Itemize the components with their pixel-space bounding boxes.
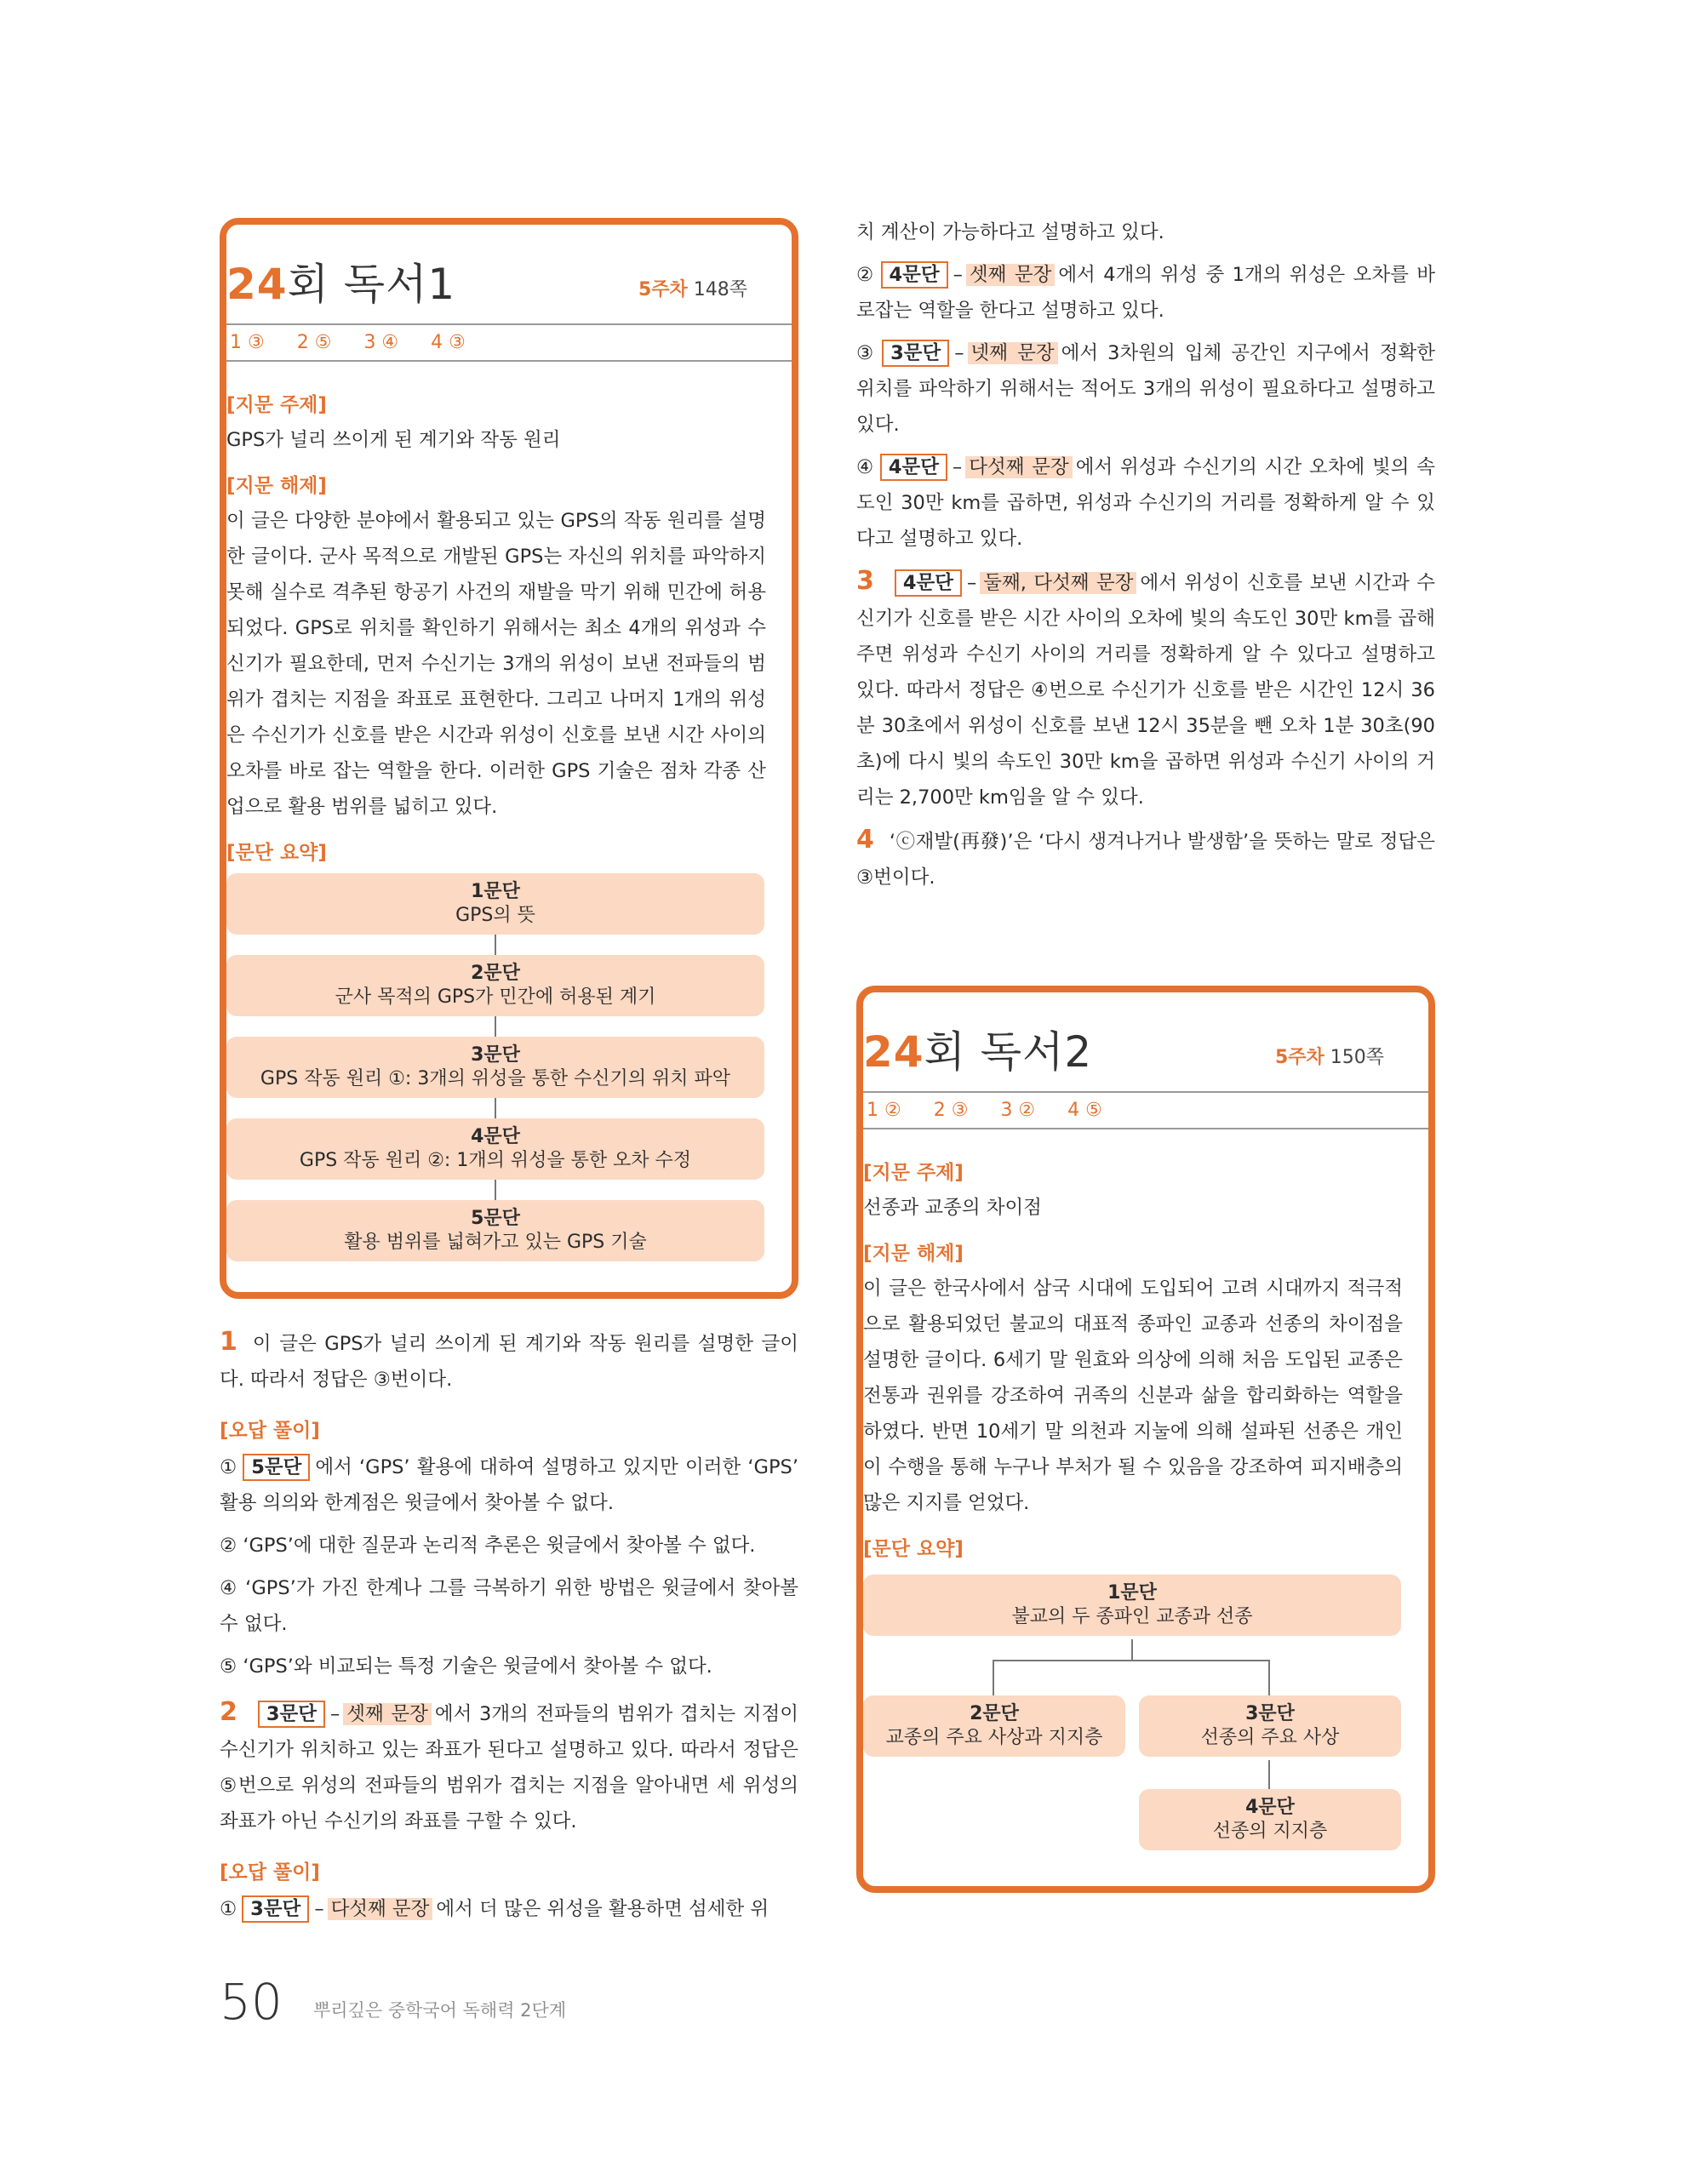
answer: 4 ⑤ [1067,1100,1102,1121]
answer: 1 ③ [230,332,265,353]
sentence-highlight: 셋째 문장 [343,1703,432,1725]
book-title: 뿌리깊은 중학국어 독해력 2단계 [313,2000,567,2021]
box-body [226,362,792,1261]
right-column [856,214,1435,1893]
box-title [226,250,455,312]
title-text: 회 독서1 [287,260,456,309]
topic-text: 선종과 교종의 차이점 [863,1197,1042,1219]
continued-text: 치 계산이 가능하다고 설명하고 있다. [856,221,1164,243]
tree-node: 3문단 선종의 주요 사상 [1139,1695,1401,1757]
box-title [863,1018,1092,1079]
answer-key [863,1091,1428,1129]
tree-node: 1문단 불교의 두 종파인 교종과 선종 [863,1575,1401,1636]
question-number: 1 [220,1327,237,1357]
question-2-explanation: 2 3문단 – 셋째 문장 에서 3개의 전파들의 범위가 겹치는 지점이 수신기가 위치하고 있는 좌표가 된다고 설명하고 있다. 따라서 정답은 ⑤번으로 위성의 전파들의 범위가 겹치는 지점을 알아내면 세 위성의 좌표가 아닌 수신기의 좌표를 구할 수 있다. [오답 풀이] ① 3문단 – 다섯째 문장 에서 더 많은 위성을 활용하면 섬세한 위 [220,1695,798,1927]
analysis-label: [지문 해제] [226,475,327,497]
answer-explanation: 이 글은 GPS가 널리 쓰이게 된 계기와 작동 원리를 설명한 글이다. 따라서 정답은 ③번이다. [220,1333,798,1391]
paragraph-tag: 3문단 [242,1895,309,1923]
sentence-highlight: 셋째 문장 [966,264,1055,286]
analysis-label: [지문 해제] [863,1243,964,1265]
topic-label: [지문 주제] [226,394,327,416]
flow-node: 4문단 GPS 작동 원리 ②: 1개의 위성을 통한 오차 수정 [226,1118,764,1180]
flow-connector [495,1016,496,1037]
week-label: 5주차 [638,279,688,300]
title-number: 24 [863,1027,924,1077]
paragraph-flow-diagram [226,873,764,1261]
summary-label: [문단 요약] [226,842,327,864]
left-column [220,218,798,1927]
topic-label: [지문 주제] [863,1162,964,1184]
answer: 1 ② [867,1100,901,1121]
question-4-explanation: 4 ‘ⓒ재발(再發)’은 ‘다시 생겨나거나 발생함’을 뜻하는 말로 정답은 ③번이다. [856,825,1435,889]
tree-connector [993,1660,1270,1661]
wrong-answer-label: [오답 풀이] [220,1861,320,1884]
question-number: 2 [220,1697,237,1727]
answer: 4 ③ [431,332,466,353]
tree-connector [1131,1639,1133,1660]
paragraph-tag: 3문단 [882,340,949,367]
summary-label: [문단 요약] [863,1538,964,1560]
wrong-answer-item: ① 3문단 – 다섯째 문장 에서 더 많은 위성을 활용하면 섬세한 위 [220,1891,798,1927]
wrong-answer-item: ④ ‘GPS’가 가진 한계나 그를 극복하기 위한 방법은 윗글에서 찾아볼 수 없다. [220,1577,798,1635]
flow-node: 2문단 군사 목적의 GPS가 민간에 허용된 계기 [226,955,764,1016]
flow-connector [495,935,496,955]
sentence-highlight: 둘째, 다섯째 문장 [980,572,1136,594]
analysis-text: 이 글은 다양한 분야에서 활용되고 있는 GPS의 작동 원리를 설명한 글이다. 군사 목적으로 개발된 GPS는 자신의 위치를 파악하지 못해 실수로 격추된 항공기 사건의 재발을 막기 위해 민간에 허용되었다. GPS로 위치를 확인하기 위해서는 최소 4개의 위성과 수신기가 필요한데, 먼저 수신기는 3개의 위성이 보낸 전파들의 범위가 겹치는 지점을 좌표로 표현한다. 그리고 나머지 1개의 위성은 수신기가 신호를 받은 시간과 위성이 신호를 보낸 시간 사이의 오차를 바로 잡는 역할을 한다. 이러한 GPS 기술은 점차 각종 산업으로 활용 범위를 넓히고 있다. [226,510,766,818]
analysis-text: 이 글은 한국사에서 삼국 시대에 도입되어 고려 시대까지 적극적으로 활용되었던 불교의 대표적 종파인 교종과 선종의 차이점을 설명한 글이다. 6세기 말 원효와 의상에 의해 처음 도입된 교종은 전통과 권위를 강조하여 귀족의 신분과 삶을 합리화하는 역할을 하였다. 반면 10세기 말 의천과 지눌에 의해 설파된 선종은 개인이 수행을 통해 누구나 부처가 될 수 있음을 강조하여 피지배층의 많은 지지를 얻었다. [863,1278,1403,1514]
box-body [863,1129,1428,1855]
tree-connector [1268,1760,1270,1789]
question-1-explanation [220,1324,798,1684]
answer-key [226,323,792,362]
title-number: 24 [226,260,288,309]
paragraph-tree-diagram [863,1575,1401,1855]
tree-connector [993,1660,994,1695]
flow-node: 1문단 GPS의 뜻 [226,873,764,935]
wrong-answer-item: ② ‘GPS’에 대한 질문과 논리적 추론은 윗글에서 찾아볼 수 없다. [220,1535,756,1557]
topic-text: GPS가 널리 쓰이게 된 계기와 작동 원리 [226,429,561,451]
question-number: 3 [856,566,874,596]
sentence-highlight: 다섯째 문장 [328,1898,433,1920]
section-box-24-2 [856,986,1435,1893]
wrong-answer-item: ⑤ ‘GPS’와 비교되는 특정 기술은 윗글에서 찾아볼 수 없다. [220,1655,712,1678]
box-header [863,1020,1418,1079]
paragraph-tag: 4문단 [895,569,962,597]
page-footer [220,1973,567,2031]
sentence-highlight: 다섯째 문장 [965,456,1072,478]
section-box-24-1 [220,218,798,1299]
paragraph-tag: 3문단 [258,1701,325,1728]
page-reference [638,275,747,301]
flow-node: 3문단 GPS 작동 원리 ①: 3개의 위성을 통한 수신기의 위치 파악 [226,1037,764,1098]
answer: 2 ⑤ [296,332,332,353]
tree-node: 4문단 선종의 지지층 [1139,1789,1401,1850]
tree-connector [1268,1660,1270,1695]
page-reference [1275,1043,1384,1069]
flow-node: 5문단 활용 범위를 넓혀가고 있는 GPS 기술 [226,1200,764,1261]
answer: 3 ④ [363,332,399,353]
paragraph-tag: 4문단 [880,454,947,481]
page-ref: 148쪽 [693,279,747,300]
wrong-answer-item: ④ 4문단 – 다섯째 문장 에서 위성과 수신기의 시간 오차에 빛의 속도인 30만 km를 곱하면, 위성과 수신기의 거리를 정확하게 알 수 있다고 설명하고 있다. [856,449,1435,557]
wrong-answer-item: ② 4문단 – 셋째 문장 에서 4개의 위성 중 1개의 위성은 오차를 바로잡는 역할을 한다고 설명하고 있다. [856,257,1435,329]
tree-node: 2문단 교종의 주요 사상과 지지층 [863,1695,1125,1757]
paragraph-tag: 5문단 [243,1454,310,1481]
answer: 2 ③ [933,1100,969,1121]
question-3-explanation: 3 4문단 – 둘째, 다섯째 문장 에서 위성이 신호를 보낸 시간과 수신기가 신호를 받은 시간 사이의 오차에 빛의 속도인 30만 km를 곱해주면 위성과 수신기 사이의 거리를 정확하게 알 수 있다고 설명하고 있다. 따라서 정답은 ④번으로 수신기가 신호를 받은 시간인 12시 36분 30초에서 위성이 신호를 보낸 12시 35분을 뺀 오차 1분 30초(90초)에 다시 빛의 속도인 30만 km을 곱하면 위성과 수신기 사이의 거리는 2,700만 km임을 알 수 있다. [856,566,1435,809]
question-number: 4 [856,825,874,855]
page-ref: 150쪽 [1330,1047,1384,1068]
flow-connector [495,1098,496,1118]
answer: 3 ② [1000,1100,1036,1121]
sentence-highlight: 넷째 문장 [968,342,1058,364]
flow-connector [495,1180,496,1200]
wrong-answer-item: ③ 3문단 – 넷째 문장 에서 3차원의 입체 공간인 지구에서 정확한 위치를 파악하기 위해서는 적어도 3개의 위성이 필요하다고 설명하고 있다. [856,335,1435,443]
page-number: 50 [220,1973,283,2031]
week-label: 5주차 [1274,1047,1324,1068]
title-text: 회 독서2 [924,1027,1093,1077]
box-header [226,252,781,312]
wrong-answer-item: ① 5문단 에서 ‘GPS’ 활용에 대하여 설명하고 있지만 이러한 ‘GPS’ 활용 의의와 한계점은 윗글에서 찾아볼 수 없다. [220,1449,798,1521]
wrong-answer-label: [오답 풀이] [220,1420,320,1442]
paragraph-tag: 4문단 [881,261,948,289]
